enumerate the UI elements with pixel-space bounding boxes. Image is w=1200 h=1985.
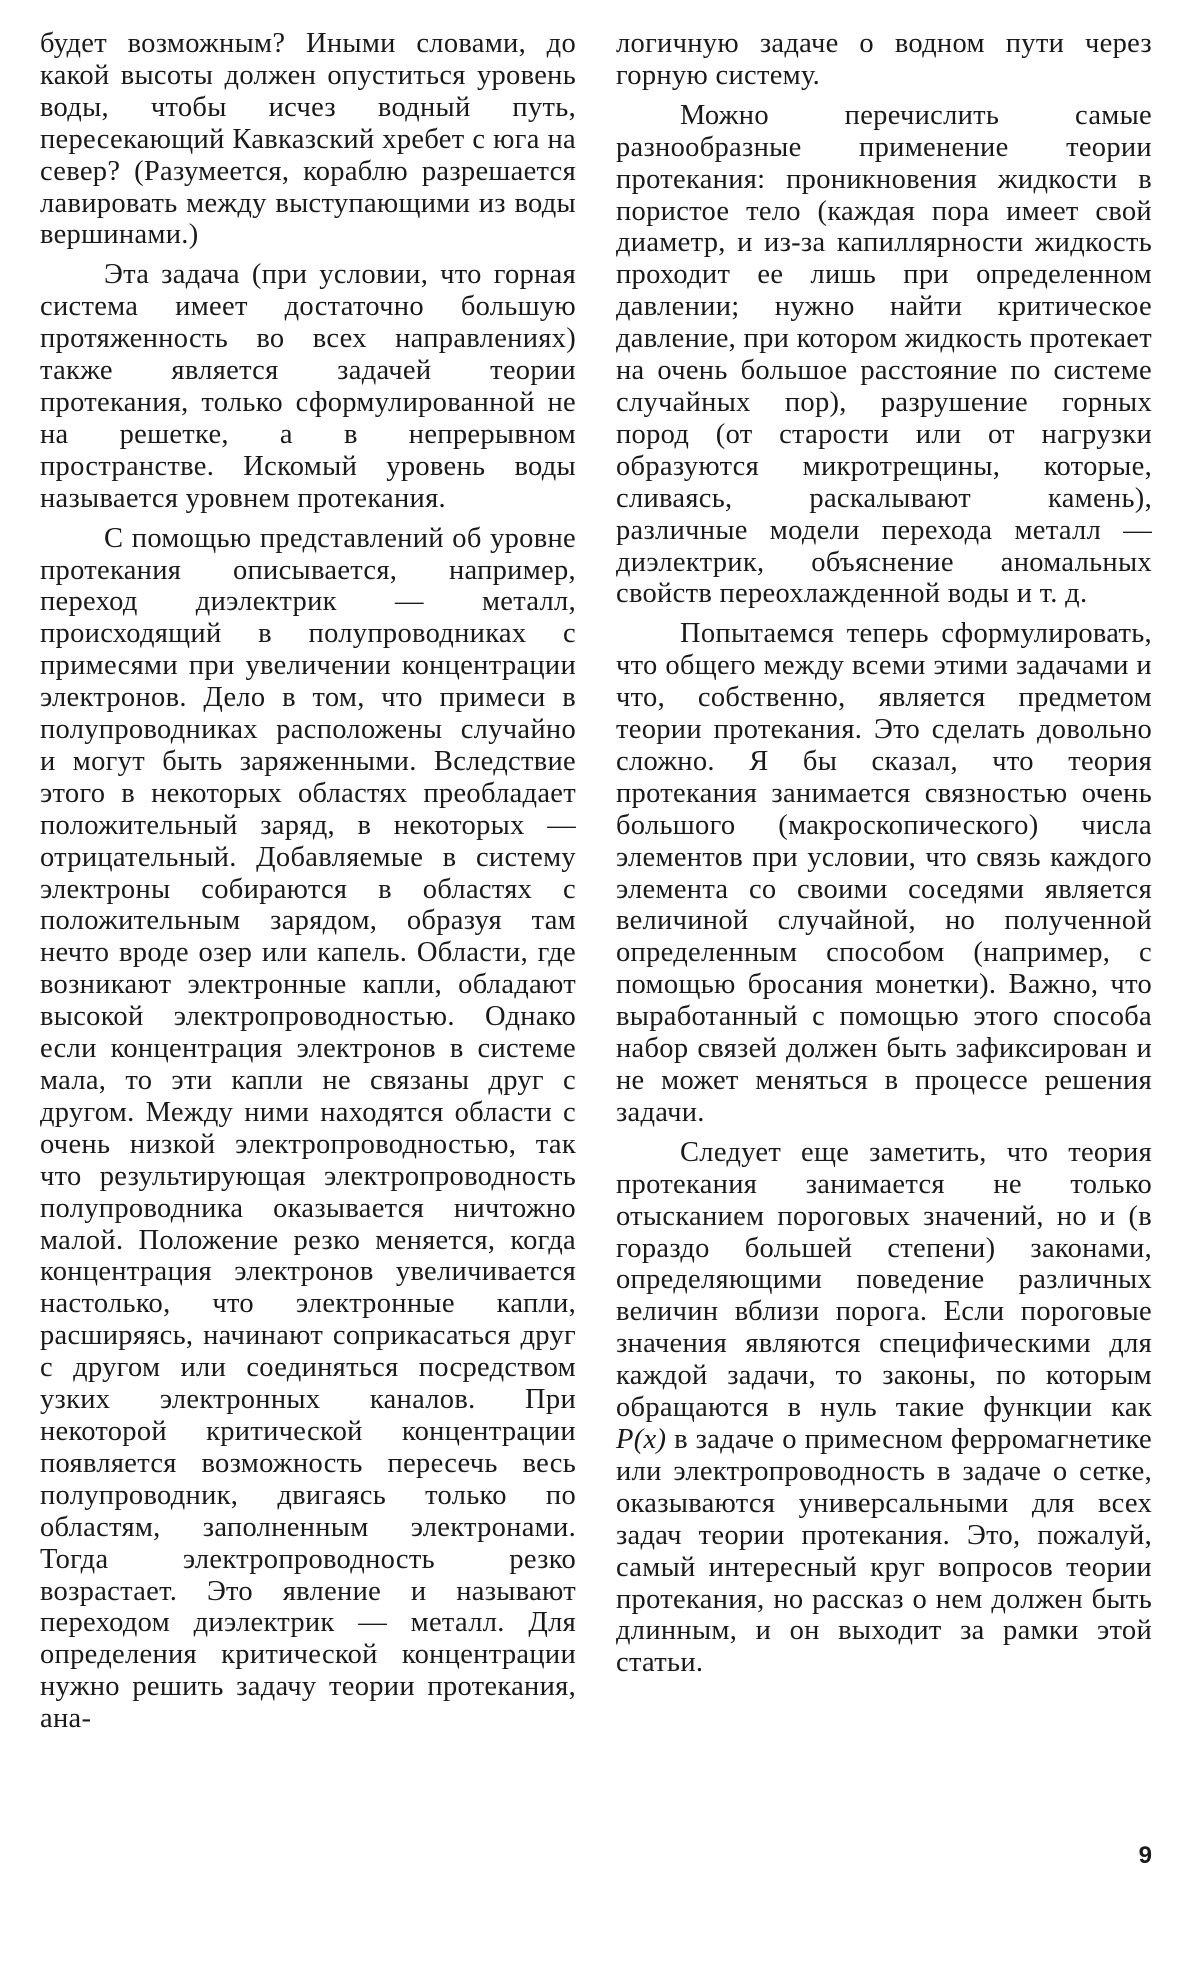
paragraph-mountain-problem: Эта задача (при условии, что горная система имеет достаточно большую протяженность во всех направлениях) также является задачей теории протекания, только сформулированной не на решетке, а в непрерывном пространстве. Искомый уровень воды называется уровнем протекания. [40,259,576,514]
paragraph-definition: Попытаемся теперь сформулировать, что общего между всеми этими задачами и что, собственно, является предметом теории протекания. Это сделать довольно сложно. Я бы сказал, что теория протекания занимается связностью очень большого (макроскопического) числа элементов при условии, что связь каждого элемента со своими соседями является величиной случайной, но полученной определенным способом (например, с помощью бросания монетки). Важно, что выработанный с помощью этого способа набор связей должен быть зафиксирован и не может меняться в процессе решения задачи. [616,618,1152,1128]
paragraph-universal-laws [616,1137,1152,1679]
left-column [40,28,576,1743]
page-number: 9 [1138,1842,1152,1869]
paragraph-applications: Можно перечислить самые разнообразные применение теории протекания: проникновения жидкости в пористое тело (каждая пора имеет свой диаметр, и из-за капиллярности жидкость проходит ее лишь при определенном давлении; нужно найти критическое давление, при котором жидкость протекает на очень большое расстояние по системе случайных пор), разрушение горных пород (от старости или от нагрузки образуются микротрещины, которые, сливаясь, раскалывают камень), различные модели перехода металл — диэлектрик, объяснение аномальных свойств переохлажденной воды и т. д. [616,99,1152,610]
paragraph-continuation: будет возможным? Иными словами, до какой высоты должен опуститься уровень воды, чтобы исчез водный путь, пересекающий Кавказский хребет с юга на север? (Разумеется, кораблю разрешается лавировать между выступающими из воды вершинами.) [40,28,576,251]
text-before-formula: Следует еще заметить, что теория протекания занимается не только отысканием пороговых значений, но и (в гораздо большей степени) законами, определяющими поведение различных величин вблизи порога. Если пороговые значения являются специфическими для каждой задачи, то законы, по которым обращаются в нуль такие функции как [616,1136,1152,1424]
right-column [616,28,1152,1687]
text-after-formula: в задаче о примесном ферромагнетике или электропроводность в задаче о сетке, оказываются универсальными для всех задач теории протекания. Это, пожалуй, самый интересный круг вопросов теории протекания, но рассказ о нем должен быть длинным, и он выходит за рамки этой статьи. [616,1423,1152,1679]
formula-p-of-x: P(x) [616,1423,667,1455]
paragraph-continuation-right: логичную задаче о водном пути через горную систему. [616,28,1152,91]
paragraph-dielectric-metal: С помощью представлений об уровне протекания описывается, например, переход диэлектрик — металл, происходящий в полупроводниках с примесями при увеличении концентрации электронов. Дело в том, что примеси в полупроводниках расположены случайно и могут быть заряженными. Вследствие этого в некоторых областях преобладает положительный заряд, в некоторых — отрицательный. Добавляемые в систему электроны собираются в областях с положительным зарядом, образуя там нечто вроде озер или капель. Области, где возникают электронные капли, обладают высокой электропроводностью. Однако если концентрация электронов в системе мала, то эти капли не связаны друг с другом. Между ними находятся области с очень низкой электропроводностью, так что результирующая электропроводность полупроводника оказывается ничтожно малой. Положение резко меняется, когда концентрация электронов увеличивается настолько, что электронные капли, расширяясь, начинают соприкасаться друг с другом или соединяться посредством узких электронных каналов. При некоторой критической концентрации появляется возможность пересечь весь полупроводник, двигаясь только по областям, заполненным электронами. Тогда электропроводность резко возрастает. Это явление и называют переходом диэлектрик — металл. Для определения критической концентрации нужно решить задачу теории протекания, ана- [40,522,576,1735]
